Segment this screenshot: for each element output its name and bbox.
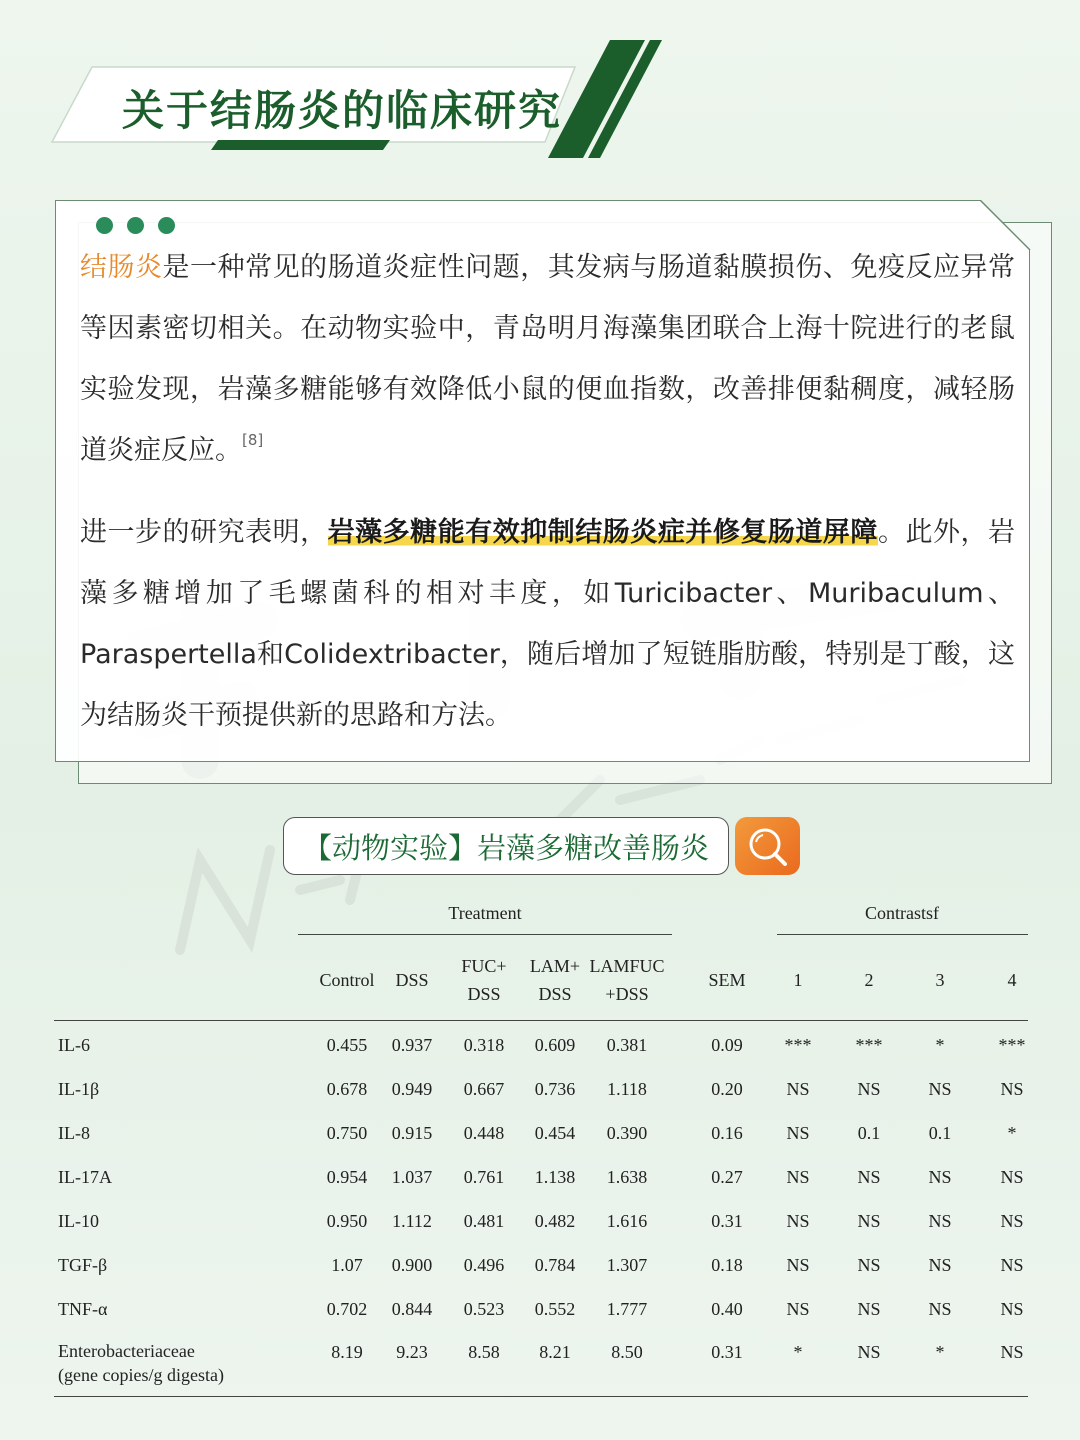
- table-cell: 8.21: [539, 1342, 571, 1362]
- table-cell: NS: [857, 1255, 881, 1275]
- bottom-rule: [54, 1396, 1028, 1397]
- column-header: LAM+ DSS: [529, 956, 581, 1004]
- row-label: Enterobacteriaceae (gene copies/g digesta): [58, 1341, 224, 1385]
- column-header: Control: [319, 970, 375, 990]
- table-cell: 0.27: [711, 1167, 743, 1187]
- table-cell: *: [935, 1035, 945, 1055]
- table-cell: NS: [786, 1079, 810, 1099]
- table-cell: NS: [928, 1211, 952, 1231]
- table-cell: NS: [786, 1299, 810, 1319]
- table-cell: 0.454: [534, 1123, 576, 1143]
- table-cell: NS: [786, 1255, 810, 1275]
- table-cell: NS: [1000, 1299, 1024, 1319]
- table-cell: NS: [1000, 1079, 1024, 1099]
- table-cell: 1.118: [607, 1079, 647, 1099]
- table-cell: 0.784: [534, 1255, 576, 1275]
- table-cell: 0.937: [391, 1035, 433, 1055]
- table-cell: 0.761: [463, 1167, 505, 1187]
- table-cell: NS: [1000, 1167, 1024, 1187]
- group-header-contrasts: Contrastsf: [865, 903, 939, 923]
- table-cell: 0.481: [463, 1211, 505, 1231]
- table-cell: 0.455: [326, 1035, 368, 1055]
- table-cell: 8.50: [611, 1342, 643, 1362]
- table-cell: 0.318: [463, 1035, 505, 1055]
- paragraph-intro-text: 是一种常见的肠道炎症性问题，其发病与肠道黏膜损伤、免疫反应异常等因素密切相关。在动物实验中，青岛明月海藻集团联合上海十院进行的老鼠实验发现，岩藻多糖能够有效降低小鼠的便血指数，改善排便黏稠度，减轻肠道炎症反应。: [80, 252, 1016, 466]
- table-cell: 1.616: [606, 1211, 648, 1231]
- table-cell: ***: [855, 1035, 883, 1055]
- table-cell: 0.900: [391, 1255, 433, 1275]
- table-cell: 0.667: [463, 1079, 505, 1099]
- table-cell: NS: [857, 1342, 881, 1362]
- row-label: TNF-α: [58, 1299, 108, 1319]
- table-cell: 0.31: [711, 1342, 743, 1362]
- table-cell: 1.138: [534, 1167, 576, 1187]
- table-cell: NS: [928, 1167, 952, 1187]
- table-cell: 0.949: [391, 1079, 433, 1099]
- contrasts-rule: [777, 934, 1028, 935]
- section-subtitle: 【动物实验】岩藻多糖改善肠炎: [283, 817, 729, 875]
- table-cell: 0.18: [711, 1255, 743, 1275]
- table-cell: ***: [998, 1035, 1026, 1055]
- row-label: IL-17A: [58, 1167, 112, 1187]
- table-cell: 0.609: [534, 1035, 576, 1055]
- table-cell: 0.736: [534, 1079, 576, 1099]
- table-cell: NS: [857, 1299, 881, 1319]
- keyword-colitis: 结肠炎: [80, 252, 163, 283]
- table-cell: 0.552: [534, 1299, 576, 1319]
- page-title: 关于结肠炎的临床研究: [122, 86, 563, 135]
- row-label: IL-6: [58, 1035, 90, 1055]
- table-cell: NS: [928, 1299, 952, 1319]
- table-cell: 9.23: [396, 1342, 428, 1362]
- table-cell: 0.702: [326, 1299, 368, 1319]
- table-cell: 0.20: [711, 1079, 743, 1099]
- table-cell: 0.482: [534, 1211, 576, 1231]
- table-cell: 0.915: [391, 1123, 433, 1143]
- column-header: 4: [1007, 970, 1017, 990]
- table-cell: NS: [786, 1211, 810, 1231]
- table-cell: NS: [1000, 1255, 1024, 1275]
- table-cell: 1.777: [606, 1299, 648, 1319]
- table-cell: 0.448: [463, 1123, 505, 1143]
- column-header: DSS: [395, 970, 429, 990]
- table-cell: *: [1007, 1123, 1017, 1143]
- table-cell: 1.07: [331, 1255, 363, 1275]
- column-header: FUC+ DSS: [461, 956, 507, 1004]
- table-cell: 1.638: [606, 1167, 648, 1187]
- table-cell: 0.09: [711, 1035, 743, 1055]
- table-cell: NS: [786, 1123, 810, 1143]
- column-header: SEM: [708, 970, 746, 990]
- table-cell: 0.750: [326, 1123, 368, 1143]
- table-cell: NS: [786, 1167, 810, 1187]
- paragraph-research-lead: 进一步的研究表明，: [80, 517, 328, 548]
- table-cell: 1.307: [606, 1255, 648, 1275]
- group-header-treatment: Treatment: [448, 903, 522, 923]
- table-cell: 1.037: [391, 1167, 433, 1187]
- table-cell: NS: [1000, 1342, 1024, 1362]
- table-cell: NS: [857, 1211, 881, 1231]
- table-cell: NS: [857, 1167, 881, 1187]
- row-label: IL-10: [58, 1211, 99, 1231]
- column-header: 1: [793, 970, 803, 990]
- table-cell: 0.1: [857, 1123, 881, 1143]
- column-header: 2: [864, 970, 874, 990]
- table-cell: NS: [1000, 1211, 1024, 1231]
- table-cell: 0.954: [326, 1167, 368, 1187]
- table-cell: NS: [928, 1079, 952, 1099]
- table-cell: 0.844: [391, 1299, 433, 1319]
- table-cell: 0.496: [463, 1255, 505, 1275]
- table-cell: NS: [928, 1255, 952, 1275]
- column-header: LAMFUC +DSS: [589, 956, 665, 1004]
- highlighted-finding: 岩藻多糖能有效抑制结肠炎症并修复肠道屏障: [327, 517, 878, 548]
- table-cell: 8.58: [468, 1342, 500, 1362]
- table-cell: 0.16: [711, 1123, 743, 1143]
- paragraph-research-text: 。此外，岩藻多糖增加了毛螺菌科的相对丰度，如Turicibacter、Muribaculum、Paraspertella和Colidextribacter，随后增加了短链脂肪酸，特别是丁酸，这为结肠炎干预提供新的思路和方法。: [80, 517, 1016, 731]
- column-header: 3: [935, 970, 945, 990]
- table-cell: 0.1: [928, 1123, 952, 1143]
- table-cell: 0.40: [711, 1299, 743, 1319]
- table-cell: 1.112: [392, 1211, 432, 1231]
- table-cell: 0.390: [606, 1123, 648, 1143]
- table-cell: NS: [857, 1079, 881, 1099]
- citation-ref: [8]: [242, 431, 264, 449]
- table-cell: *: [793, 1342, 803, 1362]
- row-label: TGF-β: [58, 1255, 108, 1275]
- table-cell: 0.950: [326, 1211, 368, 1231]
- table-cell: ***: [784, 1035, 812, 1055]
- header-rule: [54, 1020, 1028, 1021]
- treatment-rule: [298, 934, 672, 935]
- table-cell: 8.19: [331, 1342, 363, 1362]
- table-cell: 0.523: [463, 1299, 505, 1319]
- table-cell: 0.381: [606, 1035, 648, 1055]
- row-label: IL-1β: [58, 1079, 100, 1099]
- table-cell: 0.678: [326, 1079, 368, 1099]
- table-cell: 0.31: [711, 1211, 743, 1231]
- table-cell: *: [935, 1342, 945, 1362]
- row-label: IL-8: [58, 1123, 90, 1143]
